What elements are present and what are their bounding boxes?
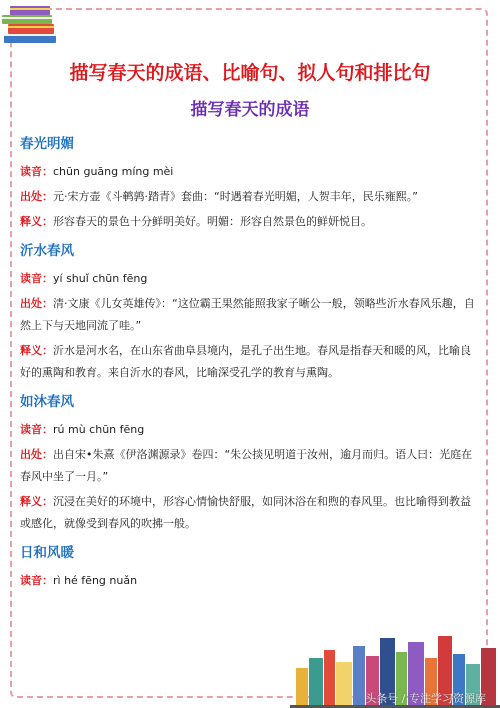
source-row: [20, 293, 480, 337]
pinyin-text: yí shuǐ chūn fēng: [53, 272, 148, 285]
idiom-name: 日和风暖: [20, 545, 74, 561]
idiom-entry: [20, 132, 480, 233]
source-text: 清·文康《儿女英雄传》：“这位霸王果然能照我家子晰公一般，领略些沂水春风乐趣，自然上下与天地同流了哇。”: [20, 297, 475, 332]
books-stack-icon: [0, 0, 62, 48]
idiom-name: 沂水春风: [20, 243, 74, 259]
source-label: 出处：: [20, 190, 53, 203]
idiom-entry: [20, 239, 480, 384]
meaning-label: 释义：: [20, 215, 53, 228]
meaning-text: 沉浸在美好的环境中，形容心情愉快舒服，如同沐浴在和煦的春风里。也比喻得到教益或感化，就像受到春风的吹拂一般。: [20, 495, 471, 530]
source-row: [20, 444, 480, 488]
pronunciation-label: 读音：: [20, 165, 53, 178]
pronunciation-label: 读音：: [20, 574, 53, 587]
meaning-text: 沂水是河水名，在山东省曲阜县境内，是孔子出生地。春风是指春天和暖的风，比喻良好的熏陶和教育。来自沂水的春风，比喻深受孔学的教育与熏陶。: [20, 344, 471, 379]
page-title: 描写春天的成语、比喻句、拟人句和排比句: [69, 62, 431, 84]
meaning-label: 释义：: [20, 495, 53, 508]
pronunciation-row: [20, 161, 480, 183]
source-row: [20, 186, 480, 208]
meaning-row: [20, 211, 480, 233]
meaning-text: 形容春天的景色十分鲜明美好。明媚：形容自然景色的鲜妍悦目。: [53, 215, 372, 228]
pinyin-text: rú mù chūn fēng: [53, 423, 145, 436]
idiom-name: 春光明媚: [20, 136, 74, 152]
source-text: 元·宋方壶《斗鹌鹑·踏青》套曲：“时遇着春光明媚，人贺丰年，民乐雍熙。”: [53, 190, 418, 203]
source-label: 出处：: [20, 297, 53, 310]
idiom-name: 如沐春风: [20, 394, 74, 410]
meaning-row: [20, 340, 480, 384]
pinyin-text: rì hé fēng nuǎn: [53, 574, 138, 587]
pronunciation-label: 读音：: [20, 272, 53, 285]
watermark: 头条号 / 专注学习资源库: [365, 692, 486, 705]
pronunciation-row: [20, 268, 480, 290]
idiom-entry: [20, 541, 480, 592]
pronunciation-label: 读音：: [20, 423, 53, 436]
pronunciation-row: [20, 570, 480, 592]
pinyin-text: chūn guāng míng mèi: [53, 165, 174, 178]
source-label: 出处：: [20, 448, 53, 461]
idiom-list: [20, 132, 480, 598]
meaning-label: 释义：: [20, 344, 53, 357]
section-title: 描写春天的成语: [190, 100, 310, 120]
source-text: 出自宋•朱熹《伊洛渊源录》卷四：“朱公掞见明道于汝州，逾月而归。语人曰：光庭在春风中坐了一月。”: [20, 448, 473, 483]
pronunciation-row: [20, 419, 480, 441]
idiom-entry: [20, 390, 480, 535]
meaning-row: [20, 491, 480, 535]
